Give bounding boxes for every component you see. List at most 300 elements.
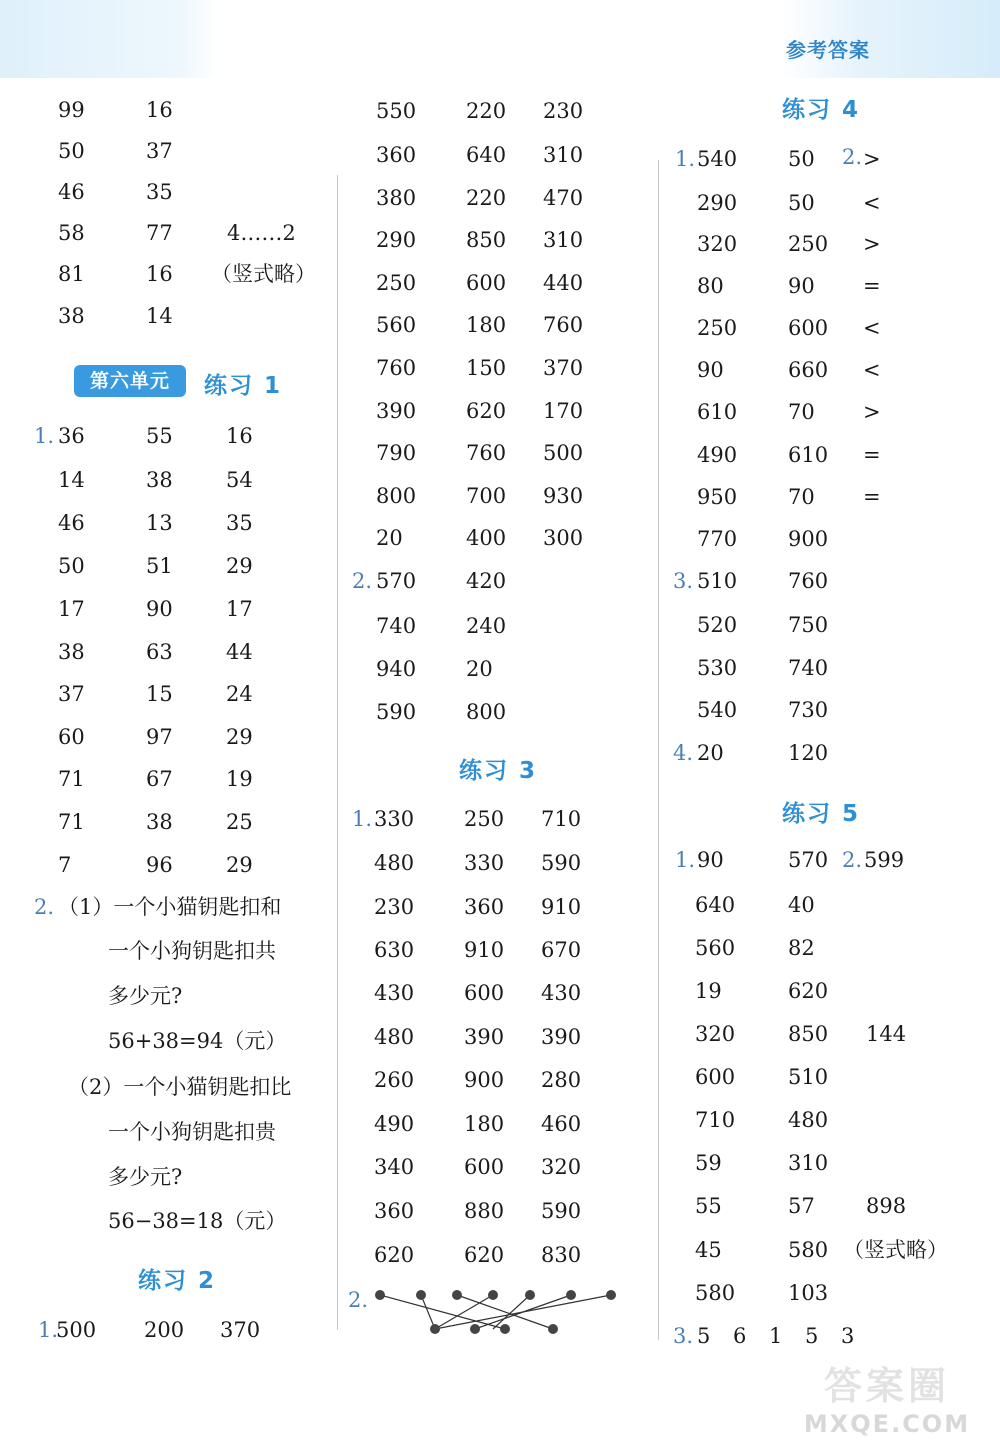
col2-row <box>376 310 593 340</box>
answer-cell: 37 <box>58 682 85 706</box>
answer-cell: 750 <box>788 613 829 637</box>
answer-cell: 38 <box>146 468 173 492</box>
answer-cell: 290 <box>376 228 417 252</box>
answer-cell: = <box>863 443 881 467</box>
answer-cell: 790 <box>376 441 417 465</box>
answer-cell: 520 <box>697 613 738 637</box>
ex4-row <box>697 188 883 218</box>
ex1-row <box>58 594 276 624</box>
answer-cell: 760 <box>376 356 417 380</box>
col1-top-row <box>58 301 221 331</box>
answer-cell: 320 <box>697 232 738 256</box>
answer-cell: 15 <box>146 682 173 706</box>
answer-cell: 40 <box>788 893 815 917</box>
answer-cell: 420 <box>466 569 507 593</box>
section-title-ex5: 练习 5 <box>782 801 861 827</box>
answer-cell: 880 <box>464 1199 505 1223</box>
answer-cell: > <box>863 232 881 256</box>
answer-cell: 640 <box>695 893 736 917</box>
question-number: 1. <box>675 848 696 872</box>
answer-cell: 14 <box>58 468 85 492</box>
col2-row <box>376 353 593 383</box>
section-title-ex2: 练习 2 <box>138 1268 217 1294</box>
answer-cell: 560 <box>695 936 736 960</box>
answer-cell: 940 <box>376 657 417 681</box>
match-dot <box>606 1290 616 1300</box>
answer-cell: 60 <box>58 725 85 749</box>
answer-cell: 16 <box>146 262 173 286</box>
match-line <box>457 1295 553 1329</box>
match-dot <box>470 1324 480 1334</box>
answer-cell: 58 <box>58 221 85 245</box>
answer-cell: 330 <box>374 807 415 831</box>
answer-cell: 7 <box>58 853 72 877</box>
ex5-row <box>695 976 864 1006</box>
col2-row <box>376 396 593 426</box>
answer-cell: 898 <box>866 1194 907 1218</box>
answer-cell: 510 <box>788 1065 829 1089</box>
ex1-row <box>58 465 276 495</box>
answer-cell: 600 <box>788 316 829 340</box>
answer-cell: 599 <box>864 848 905 872</box>
answer-cell: 70 <box>788 485 815 509</box>
col2-row <box>376 96 593 126</box>
answer-cell: 51 <box>146 554 173 578</box>
answer-cell: 38 <box>58 304 85 328</box>
ex3-row <box>374 848 591 878</box>
answer-cell: 230 <box>374 895 415 919</box>
answer-cell: 36 <box>58 424 85 448</box>
ex4-row <box>697 271 883 301</box>
ex4-row <box>697 313 883 343</box>
answer-cell: < <box>863 358 881 382</box>
answer-cell: 540 <box>697 147 738 171</box>
answer-cell: 610 <box>788 443 829 467</box>
answer-cell: 800 <box>376 484 417 508</box>
answer-cell: 310 <box>543 143 584 167</box>
answer-cell: 250 <box>697 316 738 340</box>
section-title-ex3: 练习 3 <box>459 758 538 784</box>
answer-cell: 1 <box>769 1324 783 1348</box>
answer-cell: 71 <box>58 767 85 791</box>
answer-cell: 740 <box>788 656 829 680</box>
ex5-row <box>695 1278 864 1308</box>
answer-cell: 470 <box>543 186 584 210</box>
col1-top-row <box>58 177 221 207</box>
ex4-row <box>697 524 863 554</box>
answer-cell: 4……2 <box>227 221 296 245</box>
answer-cell: 360 <box>376 143 417 167</box>
answer-cell: 20 <box>376 526 403 550</box>
answer-cell: 230 <box>543 99 584 123</box>
answer-cell: 96 <box>146 853 173 877</box>
answer-cell: 380 <box>376 186 417 210</box>
answer-cell: 910 <box>541 895 582 919</box>
ex3-row <box>374 804 591 834</box>
answer-cell: （竖式略） <box>211 262 316 286</box>
ex3-row <box>374 1109 591 1139</box>
col2-q2-row <box>376 611 526 641</box>
ex4-row <box>697 397 883 427</box>
answer-cell: 830 <box>541 1243 582 1267</box>
answer-cell: 82 <box>788 936 815 960</box>
answer-cell: 99 <box>58 98 85 122</box>
answer-cell: = <box>863 274 881 298</box>
ex1-row <box>58 764 276 794</box>
ex5-row <box>695 933 864 963</box>
answer-text: （1）一个小猫钥匙扣和 <box>58 895 282 919</box>
ex5-row <box>695 1191 926 1221</box>
answer-cell: 850 <box>788 1022 829 1046</box>
answer-cell: 480 <box>374 1025 415 1049</box>
answer-cell: 320 <box>695 1022 736 1046</box>
answer-cell: 77 <box>146 221 173 245</box>
ex1-row <box>58 679 276 709</box>
answer-cell: 370 <box>543 356 584 380</box>
ex4-row <box>697 355 883 385</box>
answer-cell: 500 <box>56 1318 97 1342</box>
answer-cell: 600 <box>695 1065 736 1089</box>
col2-row <box>376 268 593 298</box>
answer-cell: > <box>863 147 881 171</box>
answer-cell: 24 <box>226 682 253 706</box>
answer-cell: 670 <box>541 938 582 962</box>
col1-top-row <box>58 259 331 289</box>
answer-cell: 930 <box>543 484 584 508</box>
ex1-row <box>58 637 276 667</box>
answer-cell: 71 <box>58 810 85 834</box>
answer-cell: 540 <box>697 698 738 722</box>
answer-cell: 900 <box>464 1068 505 1092</box>
ex5-row <box>695 1105 864 1135</box>
answer-cell: 250 <box>376 271 417 295</box>
answer-cell: 13 <box>146 511 173 535</box>
answer-cell: 440 <box>543 271 584 295</box>
col2-row <box>376 438 593 468</box>
answer-cell: 600 <box>464 981 505 1005</box>
answer-cell: 37 <box>146 139 173 163</box>
col1-top-row <box>58 218 337 248</box>
answer-text: 多少元? <box>108 1165 183 1189</box>
ex4-row <box>697 229 883 259</box>
answer-cell: 710 <box>541 807 582 831</box>
ex4-row <box>697 482 883 512</box>
answer-cell: 14 <box>146 304 173 328</box>
question-number: 2. <box>842 848 863 872</box>
question-number: 1. <box>34 424 55 448</box>
ex5-row <box>695 1148 864 1178</box>
ex4-q4-row <box>697 738 848 768</box>
answer-cell: 310 <box>543 228 584 252</box>
answer-cell: 220 <box>466 99 507 123</box>
answer-cell: 29 <box>226 853 253 877</box>
answer-cell: 560 <box>376 313 417 337</box>
answer-cell: 144 <box>866 1022 907 1046</box>
match-line <box>421 1295 435 1329</box>
answer-cell: 50 <box>788 147 815 171</box>
answer-cell: > <box>863 400 881 424</box>
col2-q2-row <box>376 697 526 727</box>
question-number: 3. <box>673 1324 694 1348</box>
answer-cell: 38 <box>58 640 85 664</box>
answer-cell: 38 <box>146 810 173 834</box>
answer-cell: 25 <box>226 810 253 834</box>
answer-cell: 50 <box>788 191 815 215</box>
answer-cell: 570 <box>376 569 417 593</box>
question-number: 2. <box>348 1288 369 1312</box>
question-number: 1. <box>38 1318 59 1342</box>
answer-cell: 290 <box>697 191 738 215</box>
answer-cell: 620 <box>374 1243 415 1267</box>
question-number: 1. <box>352 807 373 831</box>
answer-cell: 16 <box>226 424 253 448</box>
question-number: 4. <box>673 741 694 765</box>
answer-cell: 45 <box>695 1238 722 1262</box>
ex1-row <box>58 508 276 538</box>
question-number: 2. <box>842 145 863 169</box>
answer-cell: 430 <box>541 981 582 1005</box>
answer-cell: 360 <box>374 1199 415 1223</box>
answer-cell: 240 <box>466 614 507 638</box>
answer-cell: 81 <box>58 262 85 286</box>
ex4-row <box>697 144 883 174</box>
answer-cell: 70 <box>788 400 815 424</box>
match-dot <box>548 1324 558 1334</box>
answer-cell: 360 <box>464 895 505 919</box>
match-dot <box>416 1290 426 1300</box>
answer-cell: 580 <box>788 1238 829 1262</box>
answer-cell: 490 <box>697 443 738 467</box>
answer-cell: 770 <box>697 527 738 551</box>
answer-text: 56−38=18（元） <box>108 1209 287 1233</box>
answer-cell: 250 <box>464 807 505 831</box>
answer-cell: 16 <box>146 98 173 122</box>
page-title: 参考答案 <box>786 38 870 62</box>
answer-cell: 760 <box>466 441 507 465</box>
answer-cell: 320 <box>541 1155 582 1179</box>
col2-q2-row <box>376 654 526 684</box>
section-title-ex4: 练习 4 <box>782 97 861 123</box>
answer-cell: 6 <box>733 1324 747 1348</box>
matching-diagram <box>375 1283 625 1343</box>
answer-cell: 80 <box>697 274 724 298</box>
match-dot <box>452 1290 462 1300</box>
answer-cell: 67 <box>146 767 173 791</box>
answer-cell: 250 <box>788 232 829 256</box>
answer-cell: 330 <box>464 851 505 875</box>
answer-cell: 29 <box>226 554 253 578</box>
watermark <box>792 1355 982 1438</box>
ex3-row <box>374 892 591 922</box>
answer-cell: 740 <box>376 614 417 638</box>
answer-cell: 500 <box>543 441 584 465</box>
answer-cell: 97 <box>146 725 173 749</box>
match-line <box>435 1295 611 1329</box>
question-number: 2. <box>34 895 55 919</box>
answer-cell: 3 <box>841 1324 855 1348</box>
ex3-row <box>374 978 591 1008</box>
answer-cell: 390 <box>541 1025 582 1049</box>
answer-cell: 390 <box>464 1025 505 1049</box>
ex5-row <box>697 845 924 875</box>
column-divider-right <box>658 160 659 1340</box>
answer-cell: 5 <box>805 1324 819 1348</box>
answer-cell: 57 <box>788 1194 815 1218</box>
answer-cell: 850 <box>466 228 507 252</box>
ex3-row <box>374 1240 591 1270</box>
answer-cell: 580 <box>695 1281 736 1305</box>
answer-cell: 20 <box>466 657 493 681</box>
answer-cell: 55 <box>146 424 173 448</box>
col2-row <box>376 225 593 255</box>
answer-cell: 150 <box>466 356 507 380</box>
col2-row <box>376 140 593 170</box>
ex3-row <box>374 1196 591 1226</box>
ex5-q3-row <box>697 1321 865 1351</box>
answer-cell: 260 <box>374 1068 415 1092</box>
column-divider-left <box>337 175 338 1330</box>
answer-cell: 50 <box>58 554 85 578</box>
answer-cell: 170 <box>543 399 584 423</box>
answer-cell: 50 <box>58 139 85 163</box>
answer-text: 一个小狗钥匙扣贵 <box>108 1120 276 1144</box>
answer-cell: 480 <box>374 851 415 875</box>
answer-cell: 280 <box>541 1068 582 1092</box>
ex3-row <box>374 1152 591 1182</box>
unit-badge: 第六单元 <box>74 365 186 397</box>
answer-cell: 300 <box>543 526 584 550</box>
ex3-row <box>374 935 591 965</box>
col2-row <box>376 481 593 511</box>
answer-cell: 19 <box>695 979 722 1003</box>
ex3-row <box>374 1065 591 1095</box>
answer-cell: 600 <box>466 271 507 295</box>
answer-cell: 700 <box>466 484 507 508</box>
ex4-q3-row <box>697 695 848 725</box>
answer-cell: 460 <box>541 1112 582 1136</box>
answer-cell: 620 <box>788 979 829 1003</box>
ex1-row <box>58 551 276 581</box>
answer-cell: 5 <box>697 1324 711 1348</box>
answer-cell: 180 <box>464 1112 505 1136</box>
answer-cell: 730 <box>788 698 829 722</box>
answer-cell: 46 <box>58 180 85 204</box>
ex4-q3-row <box>697 653 848 683</box>
answer-cell: 620 <box>466 399 507 423</box>
ex3-row <box>374 1022 591 1052</box>
ex1-row <box>58 421 276 451</box>
answer-cell: 103 <box>788 1281 829 1305</box>
ex4-q3-row <box>697 610 848 640</box>
answer-cell: 710 <box>695 1108 736 1132</box>
col2-q2-row <box>376 566 526 596</box>
ex4-q3-row <box>697 566 848 596</box>
answer-cell: 90 <box>788 274 815 298</box>
col2-row <box>376 183 593 213</box>
answer-text: 56+38=94（元） <box>108 1029 287 1053</box>
answer-cell: 620 <box>464 1243 505 1267</box>
answer-cell: 400 <box>466 526 507 550</box>
answer-cell: 660 <box>788 358 829 382</box>
ex5-row <box>695 890 864 920</box>
answer-cell: 90 <box>697 848 724 872</box>
answer-cell: 180 <box>466 313 507 337</box>
answer-cell: 950 <box>697 485 738 509</box>
answer-cell: 590 <box>541 1199 582 1223</box>
ex5-row <box>695 1062 864 1092</box>
answer-cell: （竖式略） <box>843 1238 948 1262</box>
answer-cell: 35 <box>226 511 253 535</box>
answer-cell: 44 <box>226 640 253 664</box>
answer-cell: 760 <box>543 313 584 337</box>
match-dot <box>566 1290 576 1300</box>
answer-cell: 29 <box>226 725 253 749</box>
ex2-row <box>56 1315 270 1345</box>
answer-text: 一个小狗钥匙扣共 <box>108 939 276 963</box>
answer-cell: 19 <box>226 767 253 791</box>
answer-cell: 35 <box>146 180 173 204</box>
answer-cell: < <box>863 316 881 340</box>
answer-cell: 430 <box>374 981 415 1005</box>
question-number: 2. <box>352 569 373 593</box>
match-dot <box>525 1290 535 1300</box>
answer-cell: 63 <box>146 640 173 664</box>
ex4-row <box>697 440 883 470</box>
answer-cell: 490 <box>374 1112 415 1136</box>
answer-text: （2）一个小猫钥匙扣比 <box>68 1075 292 1099</box>
answer-cell: 20 <box>697 741 724 765</box>
answer-cell: 200 <box>144 1318 185 1342</box>
answer-cell: 570 <box>788 848 829 872</box>
answer-cell: 550 <box>376 99 417 123</box>
match-dot <box>430 1324 440 1334</box>
col2-row <box>376 523 593 553</box>
answer-cell: 90 <box>697 358 724 382</box>
watermark-url: MXQE.COM <box>803 1410 971 1438</box>
answer-cell: 390 <box>376 399 417 423</box>
answer-cell: 900 <box>788 527 829 551</box>
answer-cell: 760 <box>788 569 829 593</box>
match-dot <box>500 1324 510 1334</box>
answer-cell: 17 <box>226 597 253 621</box>
col1-top-row <box>58 136 221 166</box>
watermark-logo-text: 答案圈 <box>823 1364 950 1408</box>
match-dot <box>488 1290 498 1300</box>
answer-cell: 340 <box>374 1155 415 1179</box>
answer-cell: 640 <box>466 143 507 167</box>
answer-cell: 220 <box>466 186 507 210</box>
question-number: 1. <box>675 147 696 171</box>
answer-cell: 90 <box>146 597 173 621</box>
match-line <box>380 1295 505 1329</box>
answer-cell: 600 <box>464 1155 505 1179</box>
answer-cell: 530 <box>697 656 738 680</box>
match-dot <box>375 1290 385 1300</box>
col1-top-row <box>58 95 221 125</box>
answer-cell: 310 <box>788 1151 829 1175</box>
answer-cell: 590 <box>541 851 582 875</box>
answer-cell: 54 <box>226 468 253 492</box>
ex1-row <box>58 807 276 837</box>
answer-cell: 480 <box>788 1108 829 1132</box>
answer-cell: 910 <box>464 938 505 962</box>
question-number: 3. <box>673 569 694 593</box>
ex1-row <box>58 722 276 752</box>
answer-cell: 590 <box>376 700 417 724</box>
answer-cell: = <box>863 485 881 509</box>
ex1-row <box>58 850 276 880</box>
answer-cell: 370 <box>220 1318 261 1342</box>
